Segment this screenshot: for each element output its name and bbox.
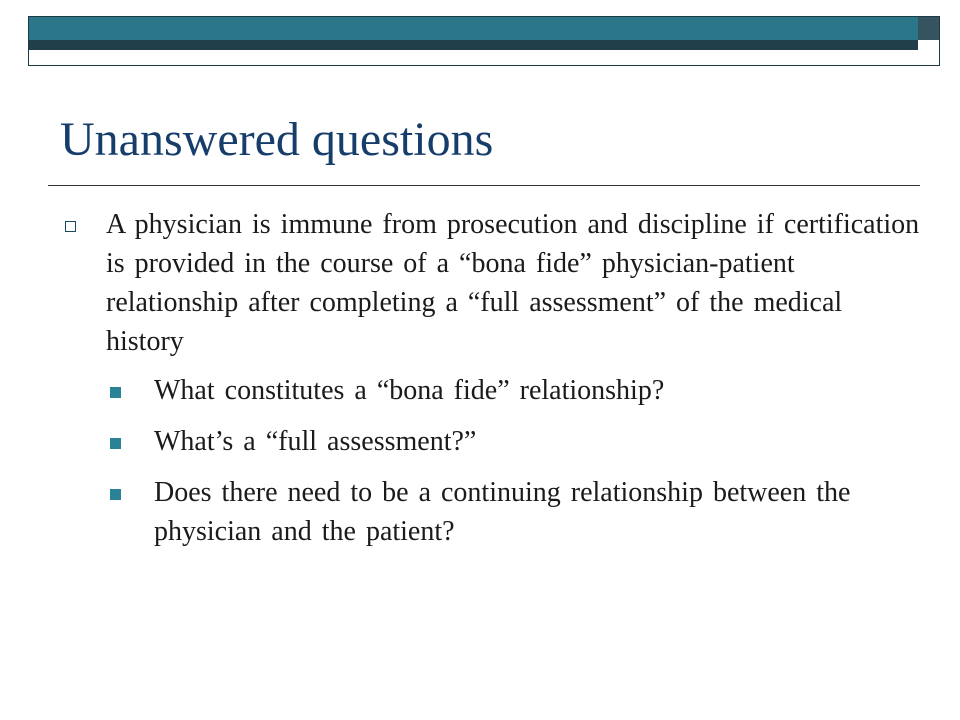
sub-bullet-item [107,371,922,410]
filled-square-icon [110,489,121,500]
filled-square-icon [110,438,121,449]
filled-square-icon [110,387,121,398]
header-band-light-stripe [29,17,918,40]
header-band-dark-stripe [29,40,918,50]
hollow-square-icon [65,221,76,232]
sub-bullet-text: What constitutes a “bona fide” relationship? [154,375,665,406]
slide-body [62,205,922,563]
bullet-text: A physician is immune from prosecution and discipline if certification is provided in the course of a “bona fide” physician-patient relationship after completing a “full assessment” of the medical history [106,209,920,357]
title-divider [48,185,920,186]
bullet-item [62,205,922,361]
sub-bullet-item [107,473,922,551]
header-band [0,0,960,70]
header-band-corner-gap [918,40,939,50]
slide-title: Unanswered questions [60,113,494,166]
sub-bullet-item [107,422,922,461]
header-band-corner-block [918,17,939,40]
sub-bullet-text: Does there need to be a continuing relationship between the physician and the patient? [154,477,851,547]
sub-bullet-text: What’s a “full assessment?” [154,426,477,457]
sub-bullet-list [62,371,922,551]
